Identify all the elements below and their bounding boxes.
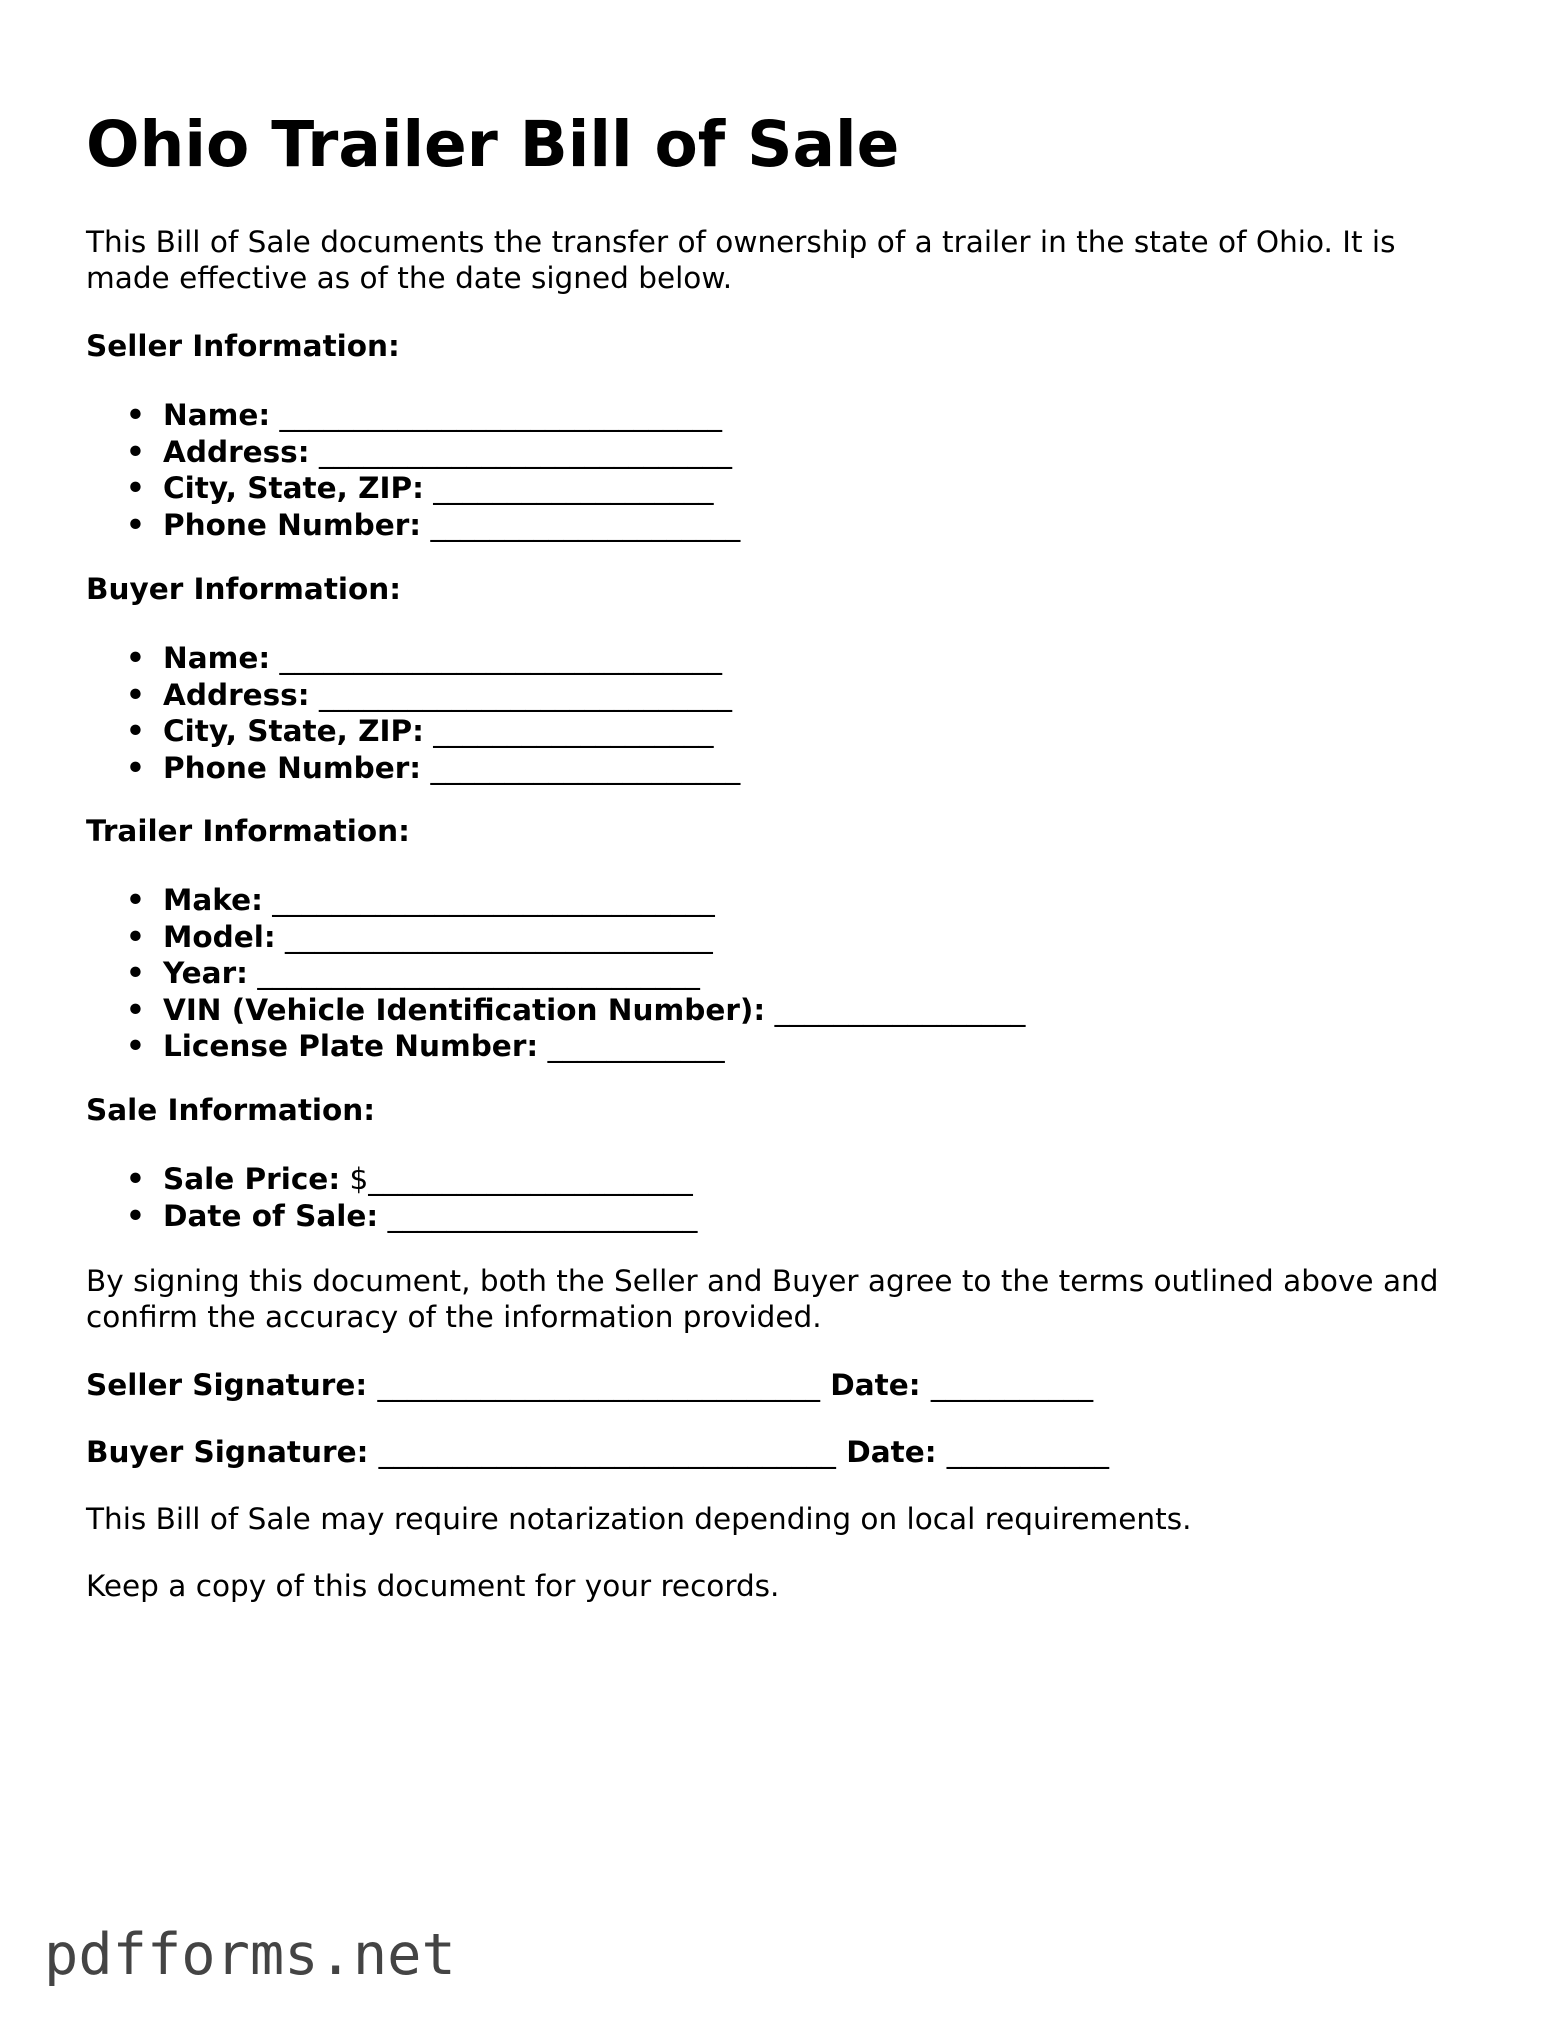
bullet-icon: •	[126, 641, 145, 675]
trailer-vin-field[interactable]	[86, 992, 1025, 1029]
field-label: Date of Sale:	[163, 1198, 379, 1233]
sale-section-heading: Sale Information:	[86, 1093, 376, 1127]
field-blank[interactable]: $______________________	[349, 1162, 693, 1196]
field-blank[interactable]: ____________________________	[318, 677, 732, 712]
field-blank[interactable]: _________________	[774, 992, 1026, 1027]
buyer-phone-field[interactable]	[86, 750, 740, 787]
trailer-license-plate-field[interactable]	[86, 1028, 1025, 1065]
field-blank[interactable]: ______________________________	[257, 956, 700, 990]
field-blank[interactable]: ______________________________	[272, 883, 715, 917]
field-label: Name:	[163, 398, 271, 432]
field-blank[interactable]: ______________________________	[279, 398, 723, 432]
seller-signature-label: Seller Signature:	[86, 1368, 368, 1402]
seller-signature-blank[interactable]: ______________________________	[377, 1368, 820, 1402]
bullet-icon: •	[126, 992, 145, 1027]
trailer-field-list	[86, 882, 1025, 1065]
bullet-icon: •	[126, 1162, 145, 1196]
field-blank[interactable]: ______________________________	[279, 641, 723, 675]
field-label: Model:	[163, 919, 276, 954]
field-label: City, State, ZIP:	[163, 714, 424, 748]
seller-signature-line[interactable]	[86, 1367, 1093, 1403]
seller-section-heading: Seller Information:	[86, 329, 400, 363]
field-blank[interactable]: _____________________	[430, 750, 741, 785]
field-label: Year:	[163, 956, 248, 990]
agreement-paragraph: By signing this document, both the Seller and Buyer agree to the terms outlined above and confirm the accuracy of the information provided.	[86, 1264, 1439, 1334]
field-blank[interactable]: ___________________	[433, 471, 714, 505]
field-label: License Plate Number:	[163, 1029, 539, 1063]
seller-field-list	[86, 397, 740, 543]
bullet-icon: •	[126, 507, 145, 542]
bullet-icon: •	[126, 677, 145, 712]
bullet-icon: •	[126, 471, 145, 505]
trailer-model-field[interactable]	[86, 919, 1025, 956]
field-blank[interactable]: ____________________________	[318, 434, 732, 469]
buyer-signature-blank[interactable]: _______________________________	[378, 1435, 836, 1469]
field-blank[interactable]: ____________	[547, 1029, 725, 1063]
field-label: Sale Price:	[163, 1162, 341, 1196]
buyer-city-state-zip-field[interactable]	[86, 713, 740, 750]
bullet-icon: •	[126, 883, 145, 917]
buyer-section-heading: Buyer Information:	[86, 572, 402, 606]
field-blank[interactable]: ___________________	[433, 714, 714, 748]
seller-date-blank[interactable]: ___________	[930, 1368, 1094, 1402]
notarization-note: This Bill of Sale may require notarization depending on local requirements.	[86, 1502, 1192, 1536]
field-label: City, State, ZIP:	[163, 471, 424, 505]
trailer-section-heading: Trailer Information:	[86, 814, 410, 848]
field-label: Name:	[163, 641, 271, 675]
field-blank[interactable]: _____________________	[387, 1198, 698, 1233]
field-label: Address:	[163, 434, 310, 469]
buyer-signature-label: Buyer Signature:	[86, 1435, 369, 1469]
field-blank[interactable]: _____________________	[430, 507, 741, 542]
buyer-date-label: Date:	[846, 1435, 937, 1469]
sale-price-field[interactable]	[86, 1161, 697, 1198]
field-blank[interactable]: _____________________________	[285, 919, 713, 954]
seller-address-field[interactable]	[86, 434, 740, 471]
intro-paragraph: This Bill of Sale documents the transfer of ownership of a trailer in the state of Ohio. It is made effective as of the date signed below.	[86, 225, 1396, 295]
field-label: Make:	[163, 883, 263, 917]
sale-field-list	[86, 1161, 697, 1234]
bullet-icon: •	[126, 919, 145, 954]
trailer-year-field[interactable]	[86, 955, 1025, 992]
field-label: Phone Number:	[163, 750, 422, 785]
buyer-signature-line[interactable]	[86, 1434, 1109, 1470]
buyer-name-field[interactable]	[86, 640, 740, 677]
records-note: Keep a copy of this document for your records.	[86, 1569, 780, 1603]
bullet-icon: •	[126, 398, 145, 432]
seller-phone-field[interactable]	[86, 507, 740, 544]
buyer-address-field[interactable]	[86, 677, 740, 714]
bullet-icon: •	[126, 714, 145, 748]
buyer-date-blank[interactable]: ___________	[946, 1435, 1110, 1469]
watermark-logo: pdfforms.net	[44, 1922, 456, 1988]
seller-city-state-zip-field[interactable]	[86, 470, 740, 507]
seller-date-label: Date:	[830, 1368, 921, 1402]
bullet-icon: •	[126, 956, 145, 990]
trailer-make-field[interactable]	[86, 882, 1025, 919]
seller-name-field[interactable]	[86, 397, 740, 434]
field-label: Phone Number:	[163, 507, 422, 542]
document-title: Ohio Trailer Bill of Sale	[86, 108, 900, 181]
bullet-icon: •	[126, 434, 145, 469]
bullet-icon: •	[126, 1029, 145, 1063]
buyer-field-list	[86, 640, 740, 786]
field-label: VIN (Vehicle Identification Number):	[163, 992, 766, 1027]
bullet-icon: •	[126, 1198, 145, 1233]
sale-date-field[interactable]	[86, 1198, 697, 1235]
bullet-icon: •	[126, 750, 145, 785]
field-label: Address:	[163, 677, 310, 712]
